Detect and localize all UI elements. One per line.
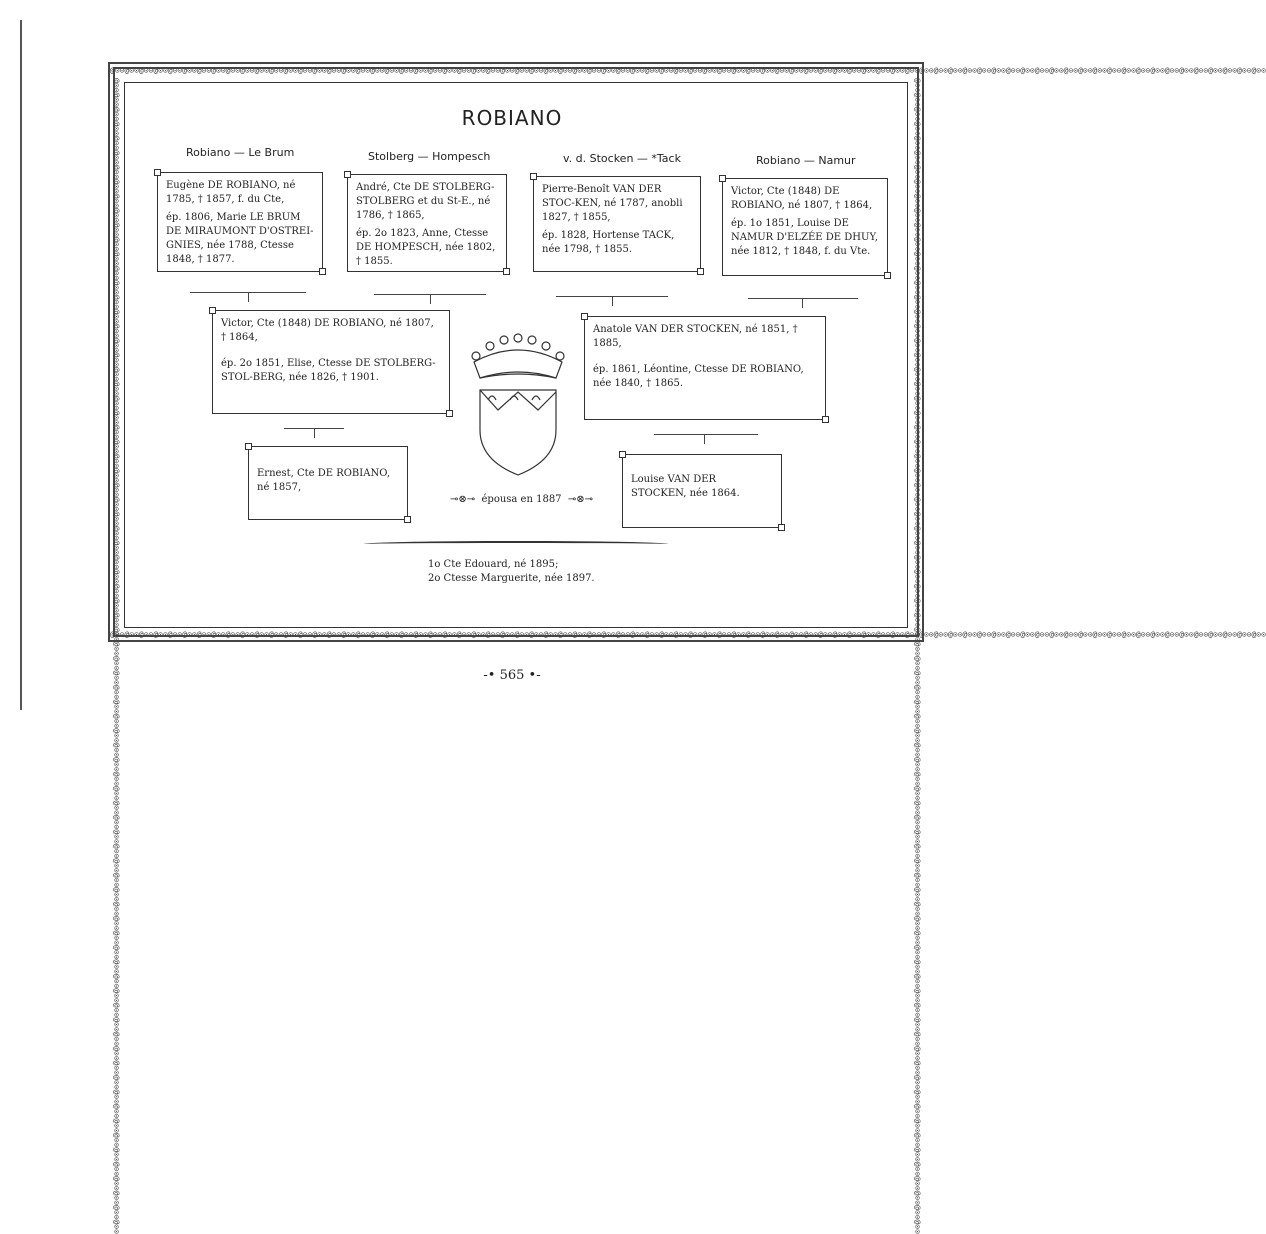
genealogy-box-pierre-benoit [533,176,701,272]
box-text: ép. 1828, Hortense TACK, née 1798, † 1855. [542,230,675,255]
box-text: Victor, Cte (1848) DE ROBIANO, né 1807, † 1864, [221,318,434,343]
brace-connector-tick [704,434,705,444]
ornament-border-top: @⊙⊙@⊙⊙@⊙⊙@⊙⊙@⊙⊙@⊙⊙@⊙⊙@⊙⊙@⊙⊙@⊙⊙@⊙⊙@⊙⊙@⊙⊙@⊙⊙@⊙⊙@⊙⊙@⊙⊙@⊙⊙@⊙⊙@⊙⊙@⊙⊙@⊙⊙@⊙⊙@⊙⊙@⊙⊙@⊙⊙@⊙⊙@⊙⊙@⊙⊙@⊙⊙@⊙⊙@⊙⊙@⊙⊙@⊙⊙@⊙⊙@⊙⊙@⊙⊙@⊙⊙@⊙⊙@⊙⊙@⊙⊙@⊙⊙@⊙⊙@⊙⊙@⊙⊙@⊙⊙@⊙⊙@⊙⊙@⊙⊙@⊙⊙@⊙⊙@⊙⊙@⊙⊙@⊙⊙@⊙⊙@⊙⊙@⊙⊙@⊙⊙@⊙⊙@⊙⊙@⊙⊙@⊙⊙@⊙⊙@⊙⊙@⊙⊙@⊙⊙@⊙⊙@⊙⊙@⊙⊙@⊙⊙@⊙⊙@⊙⊙@⊙⊙@⊙⊙@⊙⊙@⊙⊙@⊙⊙@⊙⊙@⊙⊙@⊙⊙ [110,66,1266,75]
box-text: ép. 2o 1851, Elise, Ctesse DE STOLBERG-STOL-BERG, née 1826, † 1901. [221,358,436,383]
marriage-left-ornament: ⊸⊗⊸ [450,494,482,505]
genealogy-box-victor-first [722,178,888,276]
box-text: André, Cte DE STOLBERG-STOLBERG et du St-E., né 1786, † 1865, [356,182,495,221]
coat-of-arms-icon [466,330,570,480]
box-text: ép. 1861, Léontine, Ctesse DE ROBIANO, née 1840, † 1865. [593,364,804,389]
divider-rule [364,541,668,547]
ornament-border-left: @⊙⊙@⊙⊙@⊙⊙@⊙⊙@⊙⊙@⊙⊙@⊙⊙@⊙⊙@⊙⊙@⊙⊙@⊙⊙@⊙⊙@⊙⊙@⊙⊙@⊙⊙@⊙⊙@⊙⊙@⊙⊙@⊙⊙@⊙⊙@⊙⊙@⊙⊙@⊙⊙@⊙⊙@⊙⊙@⊙⊙@⊙⊙@⊙⊙@⊙⊙@⊙⊙@⊙⊙@⊙⊙@⊙⊙@⊙⊙@⊙⊙@⊙⊙@⊙⊙@⊙⊙@⊙⊙@⊙⊙@⊙⊙@⊙⊙@⊙⊙@⊙⊙@⊙⊙@⊙⊙@⊙⊙@⊙⊙@⊙⊙@⊙⊙@⊙⊙@⊙⊙@⊙⊙@⊙⊙@⊙⊙@⊙⊙@⊙⊙@⊙⊙@⊙⊙@⊙⊙@⊙⊙@⊙⊙@⊙⊙@⊙⊙@⊙⊙@⊙⊙@⊙⊙@⊙⊙@⊙⊙@⊙⊙@⊙⊙@⊙⊙@⊙⊙@⊙⊙@⊙⊙@⊙⊙@⊙⊙@⊙⊙@⊙⊙@⊙⊙ [112,78,121,1234]
genealogy-box-victor-second [212,310,450,414]
page-number-ornament: •- [524,668,541,683]
child-entry: 2o Ctesse Marguerite, née 1897. [428,573,595,584]
column-heading-2: Stolberg — Hompesch [368,150,491,163]
box-text: ép. 1806, Marie LE BRUM DE MIRAUMONT D'OSTREI-GNIES, née 1788, Ctesse 1848, † 1877. [166,212,314,265]
genealogy-box-anatole [584,316,826,420]
ornament-border-bottom: @⊙⊙@⊙⊙@⊙⊙@⊙⊙@⊙⊙@⊙⊙@⊙⊙@⊙⊙@⊙⊙@⊙⊙@⊙⊙@⊙⊙@⊙⊙@⊙⊙@⊙⊙@⊙⊙@⊙⊙@⊙⊙@⊙⊙@⊙⊙@⊙⊙@⊙⊙@⊙⊙@⊙⊙@⊙⊙@⊙⊙@⊙⊙@⊙⊙@⊙⊙@⊙⊙@⊙⊙@⊙⊙@⊙⊙@⊙⊙@⊙⊙@⊙⊙@⊙⊙@⊙⊙@⊙⊙@⊙⊙@⊙⊙@⊙⊙@⊙⊙@⊙⊙@⊙⊙@⊙⊙@⊙⊙@⊙⊙@⊙⊙@⊙⊙@⊙⊙@⊙⊙@⊙⊙@⊙⊙@⊙⊙@⊙⊙@⊙⊙@⊙⊙@⊙⊙@⊙⊙@⊙⊙@⊙⊙@⊙⊙@⊙⊙@⊙⊙@⊙⊙@⊙⊙@⊙⊙@⊙⊙@⊙⊙@⊙⊙@⊙⊙@⊙⊙@⊙⊙@⊙⊙@⊙⊙@⊙⊙@⊙⊙@⊙⊙@⊙⊙ [110,630,1266,639]
column-heading-1: Robiano — Le Brum [186,146,295,159]
genealogy-box-andre [347,174,507,272]
box-text: Louise VAN DER STOCKEN, née 1864. [631,474,740,499]
column-heading-3: v. d. Stocken — *Tack [563,152,681,165]
marriage-note [450,494,593,505]
box-text: Victor, Cte (1848) DE ROBIANO, né 1807, † 1864, [731,186,873,211]
box-text: ép. 2o 1823, Anne, Ctesse DE HOMPESCH, née 1802, † 1855. [356,228,496,267]
children-list [428,558,595,586]
page-number-ornament: -• [483,668,500,683]
brace-connector-tick [802,298,803,308]
box-text: Pierre-Benoît VAN DER STOC-KEN, né 1787, anobli 1827, † 1855, [542,184,683,223]
ornament-border-right: @⊙⊙@⊙⊙@⊙⊙@⊙⊙@⊙⊙@⊙⊙@⊙⊙@⊙⊙@⊙⊙@⊙⊙@⊙⊙@⊙⊙@⊙⊙@⊙⊙@⊙⊙@⊙⊙@⊙⊙@⊙⊙@⊙⊙@⊙⊙@⊙⊙@⊙⊙@⊙⊙@⊙⊙@⊙⊙@⊙⊙@⊙⊙@⊙⊙@⊙⊙@⊙⊙@⊙⊙@⊙⊙@⊙⊙@⊙⊙@⊙⊙@⊙⊙@⊙⊙@⊙⊙@⊙⊙@⊙⊙@⊙⊙@⊙⊙@⊙⊙@⊙⊙@⊙⊙@⊙⊙@⊙⊙@⊙⊙@⊙⊙@⊙⊙@⊙⊙@⊙⊙@⊙⊙@⊙⊙@⊙⊙@⊙⊙@⊙⊙@⊙⊙@⊙⊙@⊙⊙@⊙⊙@⊙⊙@⊙⊙@⊙⊙@⊙⊙@⊙⊙@⊙⊙@⊙⊙@⊙⊙@⊙⊙@⊙⊙@⊙⊙@⊙⊙@⊙⊙@⊙⊙@⊙⊙@⊙⊙@⊙⊙@⊙⊙@⊙⊙ [913,78,922,1234]
brace-connector-tick [248,292,249,302]
page-number-value: 565 [499,668,525,683]
column-heading-4: Robiano — Namur [756,154,856,167]
child-entry: 1o Cte Edouard, né 1895; [428,559,559,570]
box-text: Anatole VAN DER STOCKEN, né 1851, † 1885, [593,324,798,349]
box-text: Ernest, Cte DE ROBIANO, né 1857, [257,468,390,493]
box-text: Eugène DE ROBIANO, né 1785, † 1857, f. du Cte, [166,180,296,205]
brace-connector-tick [430,294,431,304]
marriage-text: épousa en 1887 [481,494,562,505]
genealogy-box-eugene [157,172,323,272]
brace-connector [654,434,758,443]
marriage-right-ornament: ⊸⊗⊸ [561,494,594,505]
page-title: ROBIANO [461,106,563,130]
brace-connector-tick [314,428,315,438]
brace-connector-tick [612,296,613,306]
brace-connector [748,298,858,307]
genealogy-box-louise [622,454,782,528]
genealogy-box-ernest [248,446,408,520]
page-number [0,668,1024,683]
box-text: ép. 1o 1851, Louise DE NAMUR D'ELZÉE DE DHUY, née 1812, † 1848, f. du Vte. [731,218,878,257]
